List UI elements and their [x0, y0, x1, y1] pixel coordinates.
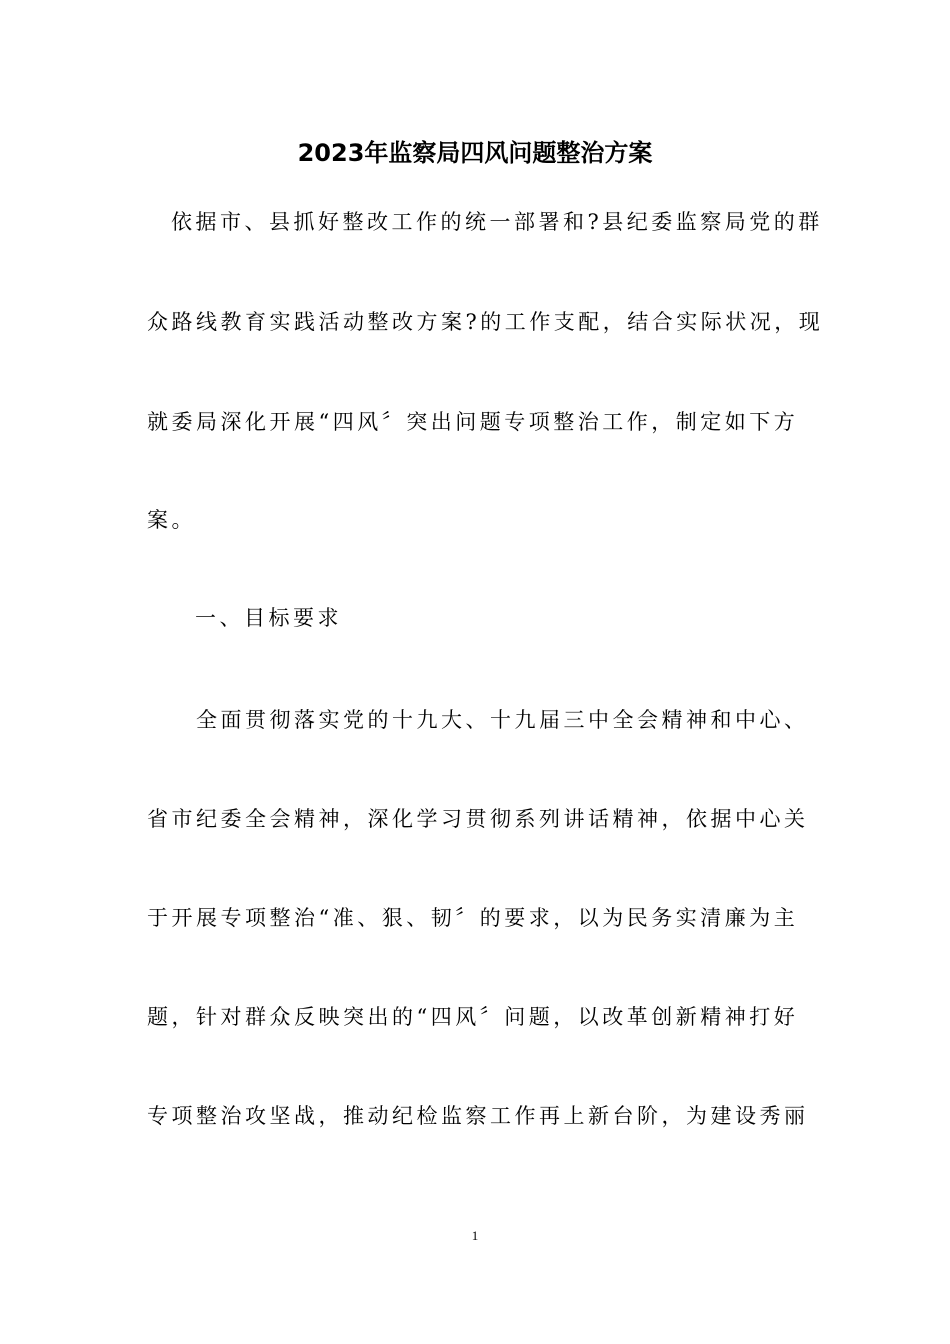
intro-line-2: 众路线教育实践活动整改方案?的工作支配，结合实际状况，现: [147, 310, 824, 334]
page-number: 1: [471, 1228, 479, 1243]
body-line-1: 全面贯彻落实党的十九大、十九届三中全会精神和中心、: [196, 708, 809, 732]
intro-line-4: 案。: [147, 508, 196, 532]
body-line-5: 专项整治攻坚战，推动纪检监察工作再上新台阶，为建设秀丽: [147, 1104, 809, 1128]
body-line-4: 题，针对群众反映突出的“四风〞问题，以改革创新精神打好: [147, 1005, 799, 1029]
body-line-2: 省市纪委全会精神，深化学习贯彻系列讲话精神，依据中心关: [147, 807, 809, 831]
body-line-3: 于开展专项整治“准、狠、韧〞的要求，以为民务实清廉为主: [147, 906, 799, 930]
section-heading: 一、目标要求: [195, 606, 342, 630]
intro-line-1: 依据市、县抓好整改工作的统一部署和?县纪委监察局党的群: [171, 210, 823, 234]
document-title: 2023年监察局四风问题整治方案: [297, 139, 653, 167]
intro-line-3: 就委局深化开展“四风〞突出问题专项整治工作，制定如下方: [147, 410, 799, 434]
